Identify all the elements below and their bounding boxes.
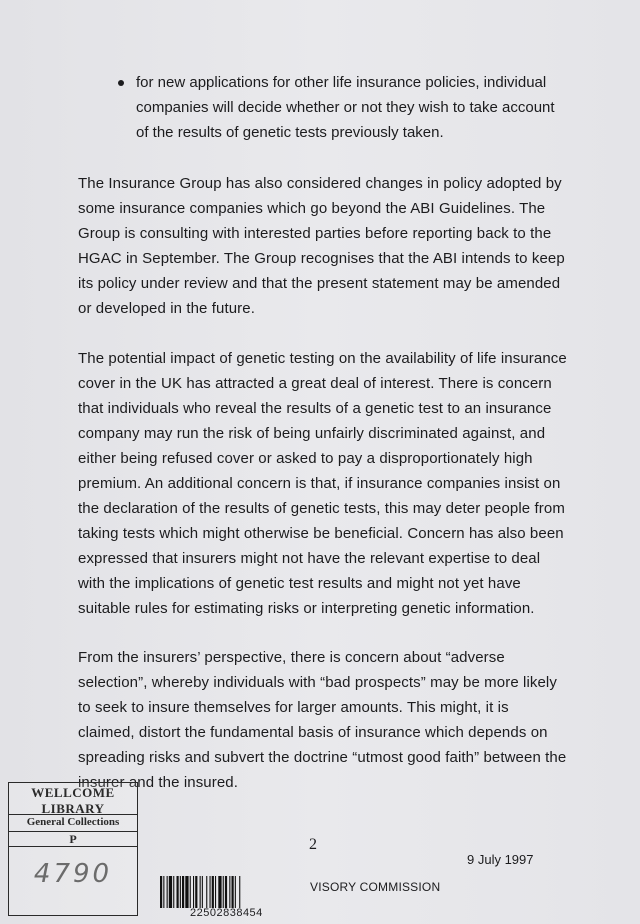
paragraph-insurance-group: The Insurance Group has also considered changes in policy adopted by some insurance companies which go beyond the ABI Guidelines. The Group is consulting with interested parties before reporting back to the HGAC in September. The Group recognises that the ABI intends to keep its policy under review and that the present statement may be amended or developed in the future. bbox=[78, 175, 565, 317]
bullet-text: for new applications for other life insurance policies, individual companies will decide whether or not they wish to take account of the results of genetic tests previously taken. bbox=[136, 74, 555, 141]
stamp-handwritten-number: 4790 bbox=[33, 859, 113, 889]
paragraph-insurers-perspective: From the insurers’ perspective, there is concern about “adverse selection”, whereby individuals with “bad prospects” may be more likely to seek to insure themselves for larger amounts. This might, it is claimed, distort the fundamental basis of insurance which depends on spreading risks and subvert the doctrine “utmost good faith” between the insurer and the insured. bbox=[78, 649, 567, 791]
paragraph-genetic-testing-impact: The potential impact of genetic testing on the availability of life insurance cover in the UK has attracted a great deal of interest. There is concern that individuals who reveal the results of a genetic test to an insurance company may run the risk of being unfairly discriminated against, and either being refused cover or asked to pay a disproportionately high premium. An additional concern is that, if insurance companies insist on the declaration of the results of genetic tests, this may deter people from taking tests which might otherwise be beneficial. Concern has also been expressed that insurers might not have the relevant expertise to deal with the implications of genetic test results and might not yet have suitable rules for estimating risks or interpreting genetic information. bbox=[78, 350, 567, 617]
footer-text: VISORY COMMISSION bbox=[310, 880, 441, 894]
stamp-title-line2: LIBRARY bbox=[41, 801, 105, 816]
stamp-title-line1: WELLCOME bbox=[31, 785, 115, 800]
page-number: 2 bbox=[309, 836, 317, 853]
library-stamp bbox=[8, 782, 138, 916]
document-date: 9 July 1997 bbox=[467, 852, 534, 867]
stamp-shelf: P bbox=[69, 832, 77, 846]
bullet-dot-icon bbox=[118, 80, 124, 86]
barcode-icon bbox=[160, 876, 294, 908]
stamp-collection: General Collections bbox=[26, 816, 120, 828]
barcode-number: 22502838454 bbox=[190, 907, 263, 919]
